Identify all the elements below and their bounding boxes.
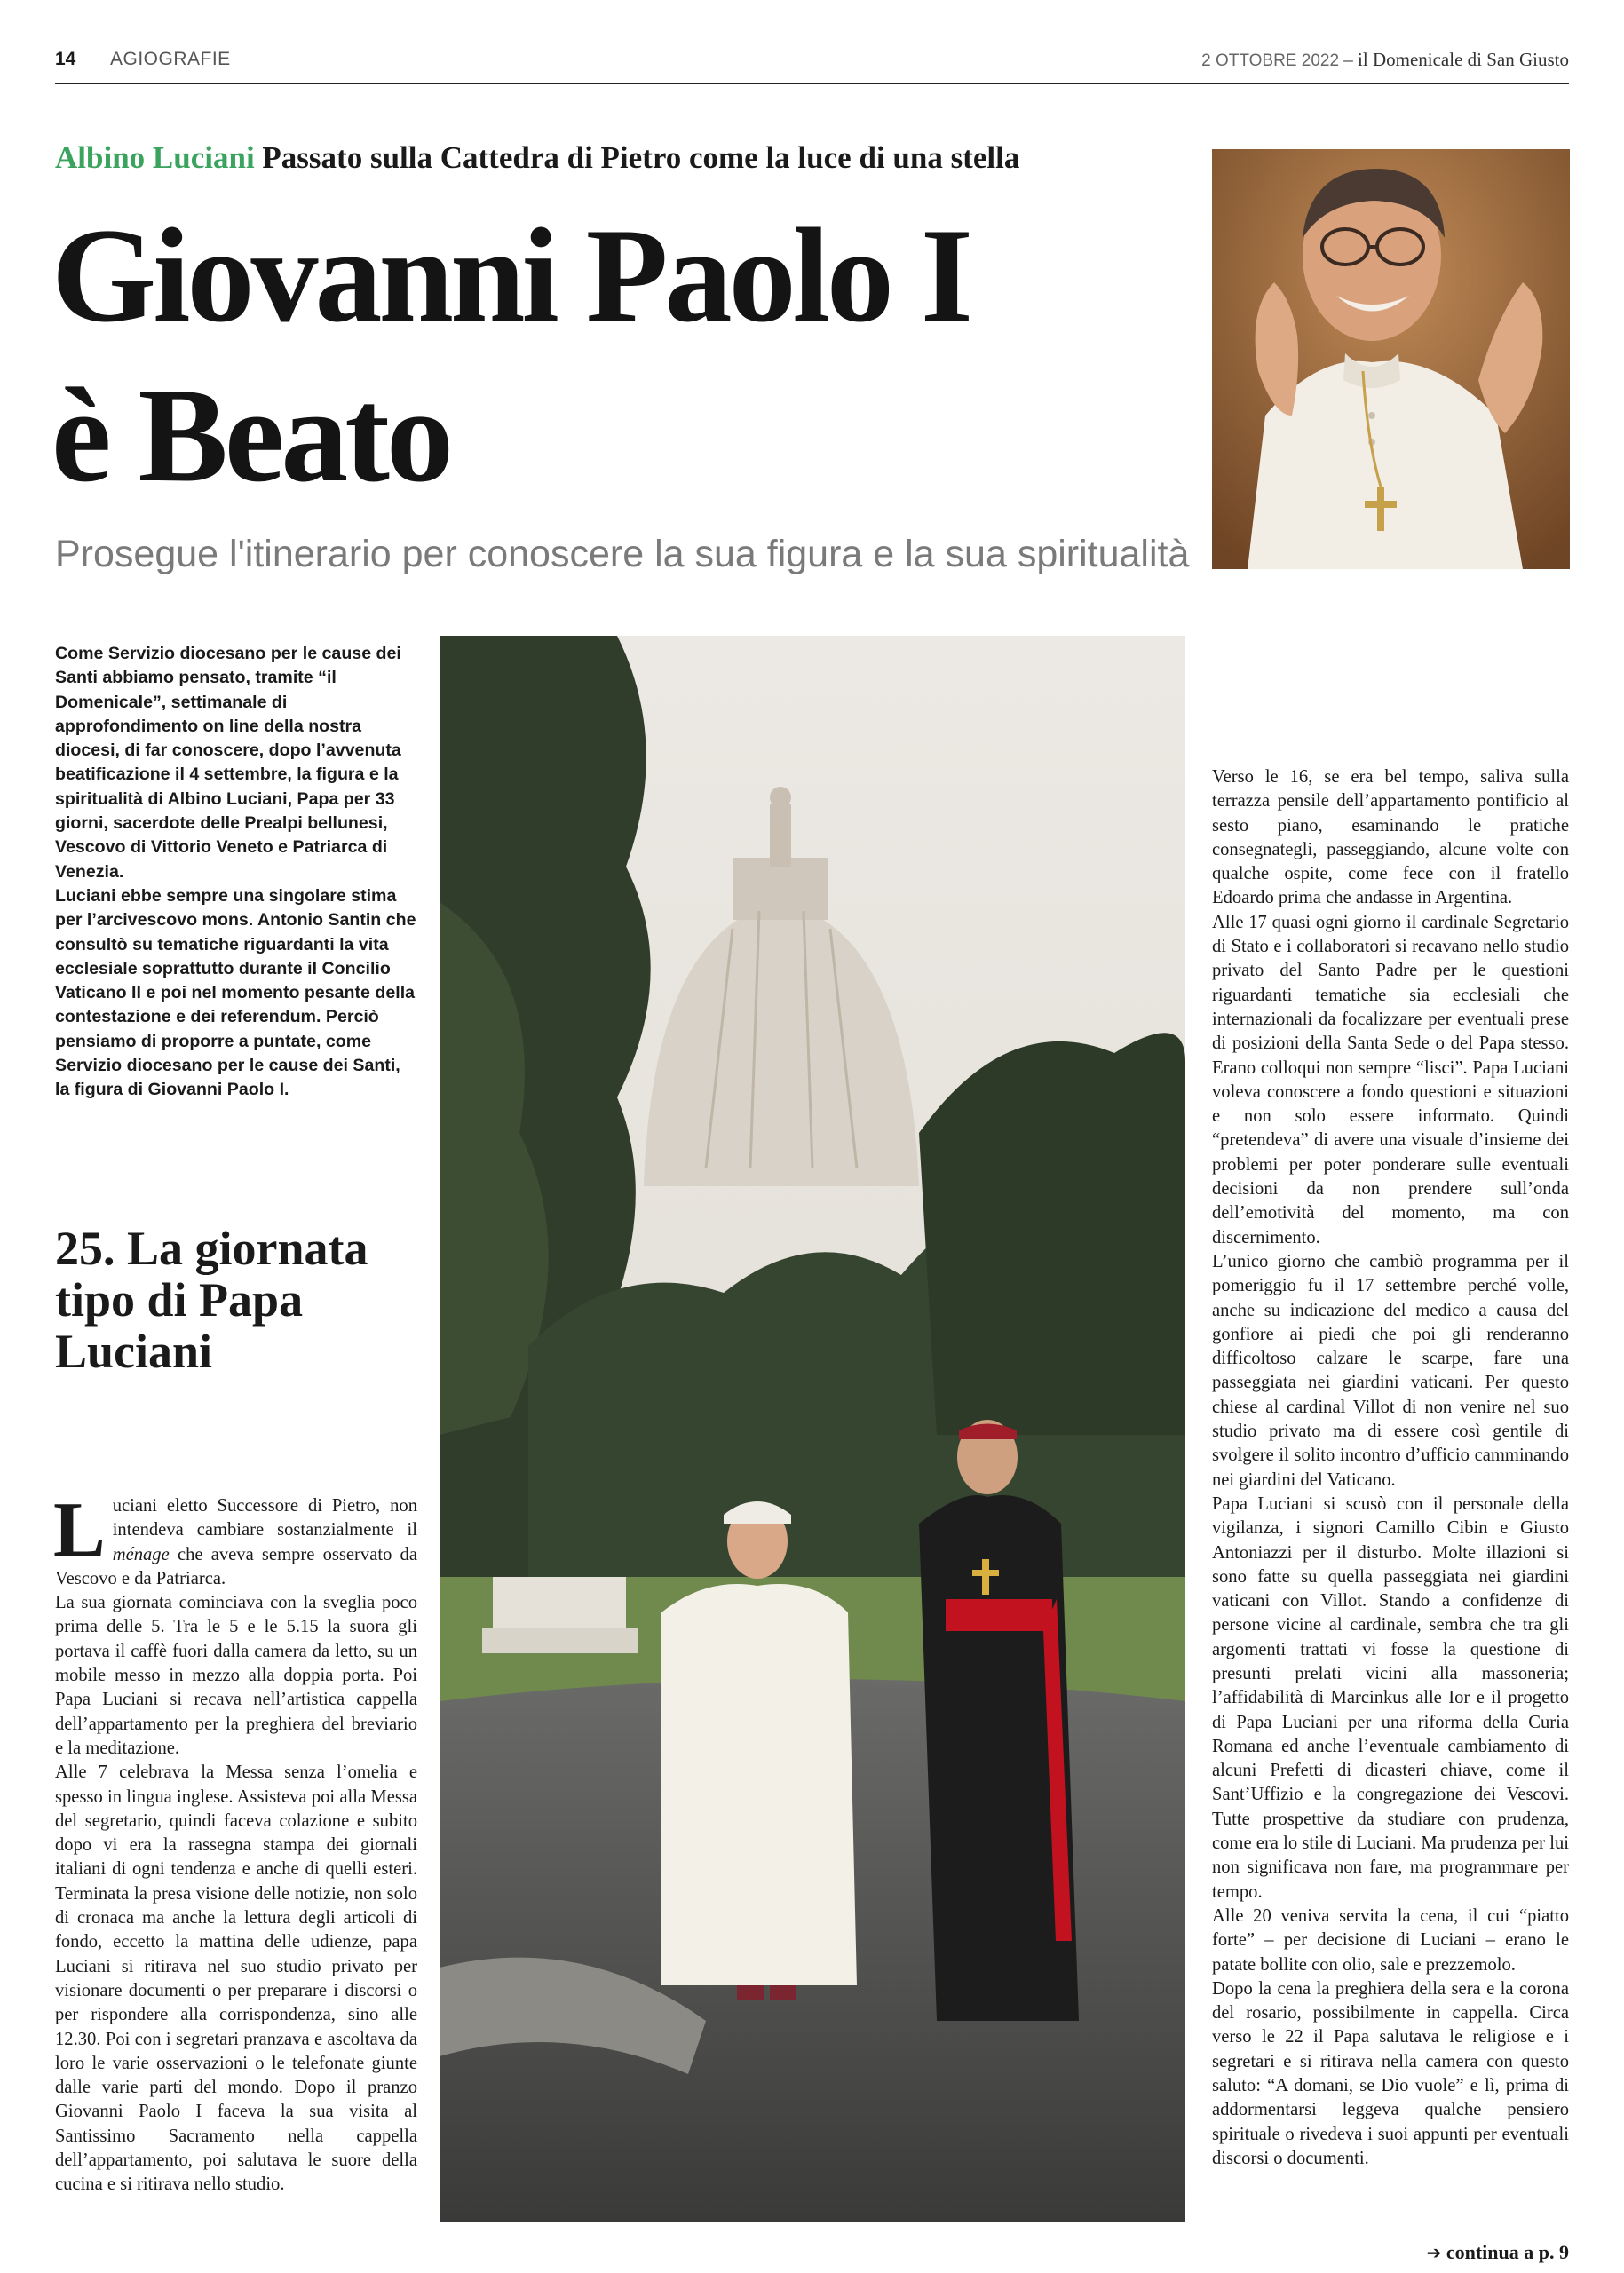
body-paragraph	[53, 1487, 417, 1591]
portrait-illustration	[1212, 149, 1570, 569]
continue-text: continua a p. 9	[1446, 2241, 1569, 2263]
body-text-italic: ménage	[112, 1544, 170, 1564]
intro-box	[55, 642, 419, 1103]
headline	[51, 195, 970, 515]
kicker	[55, 140, 1019, 176]
headline-line-2: è Beato	[51, 360, 450, 510]
kicker-text: Passato sulla Cattedra di Pietro come la luce di una stella	[254, 140, 1020, 175]
body-paragraph: Alle 7 celebrava la Messa senza l’omelia e spesso in lingua inglese. Assisteva poi alla Messa del segretario, quindi faceva colazione e subito dopo vi era la rassegna stampa dei giornali italiani di ogni tendenza e anche di quelli esteri. Terminata la presa visione delle notizie, non solo di cronaca ma anche la lettura degli articoli di fondo, eccetto la mattina delle udienze, papa Luciani si ritirava nel suo studio privato per visionare documenti o per preparare i discorsi o per rispondere alla corrispondenza, sino alle 12.30. Poi con i segretari pranzava e ascoltava da loro le varie osservazioni o le telefonate giunte dalle varie parti del mondo. Dopo il pranzo Giovanni Paolo I faceva la sua visita al Santissimo Sacramento nella cappella dell’appartamento, poi salutava le suore della cucina e si ritirava nello studio.	[55, 1762, 417, 2195]
drop-cap: L	[53, 1487, 106, 1573]
issue-separator: –	[1339, 49, 1359, 70]
body-column-right	[1212, 765, 1569, 2171]
header-rule	[55, 83, 1569, 84]
body-paragraph: Alle 20 veniva servita la cena, il cui “piatto forte” – per decisione di Luciani – erano le patate bollite con olio, sale e prezzemolo.	[1212, 1905, 1569, 1975]
intro-paragraph: Come Servizio diocesano per le cause dei Santi abbiamo pensato, tramite “il Domenicale”, settimanale di approfondimento on line della nostra diocesi, di far conoscere, dopo l’avvenuta beatificazione il 4 settembre, la figura e la spiritualità di Albino Luciani, Papa per 33 giorni, sacerdote delle Prealpi bellunesi, Vescovo di Vittorio Veneto e Patriarca di Venezia.	[55, 644, 401, 882]
arrow-right-icon: ➔	[1426, 2242, 1442, 2263]
body-text: che aveva sempre osservato da Vescovo e da Patriarca.	[55, 1544, 417, 1588]
body-paragraph: Alle 17 quasi ogni giorno il cardinale Segretario di Stato e i collaboratori si recavano nello studio privato del Santo Padre per le questioni riguardanti tematiche sia ecclesiali che internazionali da focalizzare per eventuali prese di posizioni della Santa Sede o del Papa stesso. Erano colloqui non sempre “lisci”. Papa Luciani voleva conoscere a fondo questioni e situazioni e non solo essere informato. Quindi “pretendeva” di avere una visuale d’insieme dei problemi per poter ponderare sulle eventuali decisioni da non prendere sull’onda dell’emotività del momento, ma con discernimento.	[1212, 912, 1569, 1247]
body-paragraph: La sua giornata cominciava con la sveglia poco prima delle 5. Tra le 5 e le 5.15 la suora gli portava il caffè fuori dalla camera da letto, su un mobile messo in mezzo alla doppia porta. Poi Papa Luciani si recava nell’artistica cappella dell’appartamento per la preghiera del breviario e la meditazione.	[55, 1593, 417, 1758]
body-paragraph: L’unico giorno che cambiò programma per il pomeriggio fu il 17 settembre perché volle, anche su indicazione del medico a causa del gonfiore ai piedi che poi gli renderanno difficoltoso calzare le scarpe, fare una passeggiata nei giardini vaticani. Per questo chiese al cardinal Villot di non venire nel suo studio privato ma di essere così gentile di svolgere il solito incontro d’ufficio camminando nei giardini del Vaticano.	[1212, 1251, 1569, 1490]
photo-illustration	[440, 636, 1185, 2222]
kicker-name: Albino Luciani	[55, 140, 255, 175]
portrait-photo	[1212, 149, 1570, 569]
subtitle: Prosegue l'itinerario per conoscere la sua figura e la sua spiritualità	[55, 533, 1190, 575]
section-title: 25. La giornata tipo di Papa Luciani	[55, 1222, 368, 1378]
body-paragraph: Dopo la cena la preghiera della sera e la corona del rosario, possibilmente in cappella. Circa verso le 22 il Papa salutava le religiose e i segretari e si ritirava nella camera con questo saluto: “A domani, se Dio vuole” e lì, prima di addormentarsi leggeva qualche pensiero spirituale o rivedeva i suoi appunti per eventuali discorsi o documenti.	[1212, 1978, 1569, 2168]
headline-line-1: Giovanni Paolo I	[51, 201, 970, 350]
body-column-left	[53, 1487, 417, 2198]
body-paragraph: Papa Luciani si scusò con il personale della vigilanza, i signori Camillo Cibin e Giusto Antoniazzi per il disturbo. Molte illazioni si sono fatte su quella passeggiata nei giardini vaticani con Villot. Stando a confidenze di persone vicine al cardinale, sembra che tra gli argomenti trattati vi fosse la questione di presunti prelati vicini alla massoneria; l’affidabilità di Marcinkus alle Ior e il progetto di Papa Luciani per una riforma della Curia Romana ed anche l’eventuale cambiamento di alcuni Prefetti di dicasteri chiave, come il Sant’Uffizio e la congregazione dei Vescovi. Tutte prospettive da studiare con prudenza, come era lo stile di Luciani. Ma prudenza per lui non significava non fare, ma programmare per tempo.	[1212, 1493, 1569, 1902]
issue-date: 2 OTTOBRE 2022	[1201, 51, 1340, 70]
body-text: uciani eletto Successore di Pietro, non intendeva cambiare sostanzialmente il	[112, 1496, 417, 1540]
page-number: 14	[55, 49, 76, 69]
publication-name: il Domenicale di San Giusto	[1358, 49, 1569, 70]
body-paragraph: Verso le 16, se era bel tempo, saliva sulla terrazza pensile dell’appartamento pontificio al sesto piano, esaminando le pratiche consegnategli, passeggiando, alcune volte con qualche ospite, come fece con il fratello Edoardo prima che andasse in Argentina.	[1212, 767, 1569, 908]
issue-info	[1201, 49, 1569, 71]
main-photo	[440, 636, 1185, 2222]
intro-paragraph: Luciani ebbe sempre una singolare stima per l’arcivescovo mons. Antonio Santin che consultò su tematiche riguardanti la vita ecclesiale soprattutto durante il Concilio Vaticano II e poi nel momento pesante della contestazione e dei referendum. Perciò pensiamo di proporre a puntate, come Servizio diocesano per le cause dei Santi, la figura di Giovanni Paolo I.	[55, 885, 416, 1100]
section-label: AGIOGRAFIE	[110, 49, 231, 69]
continue-link[interactable]	[1427, 2241, 1569, 2264]
